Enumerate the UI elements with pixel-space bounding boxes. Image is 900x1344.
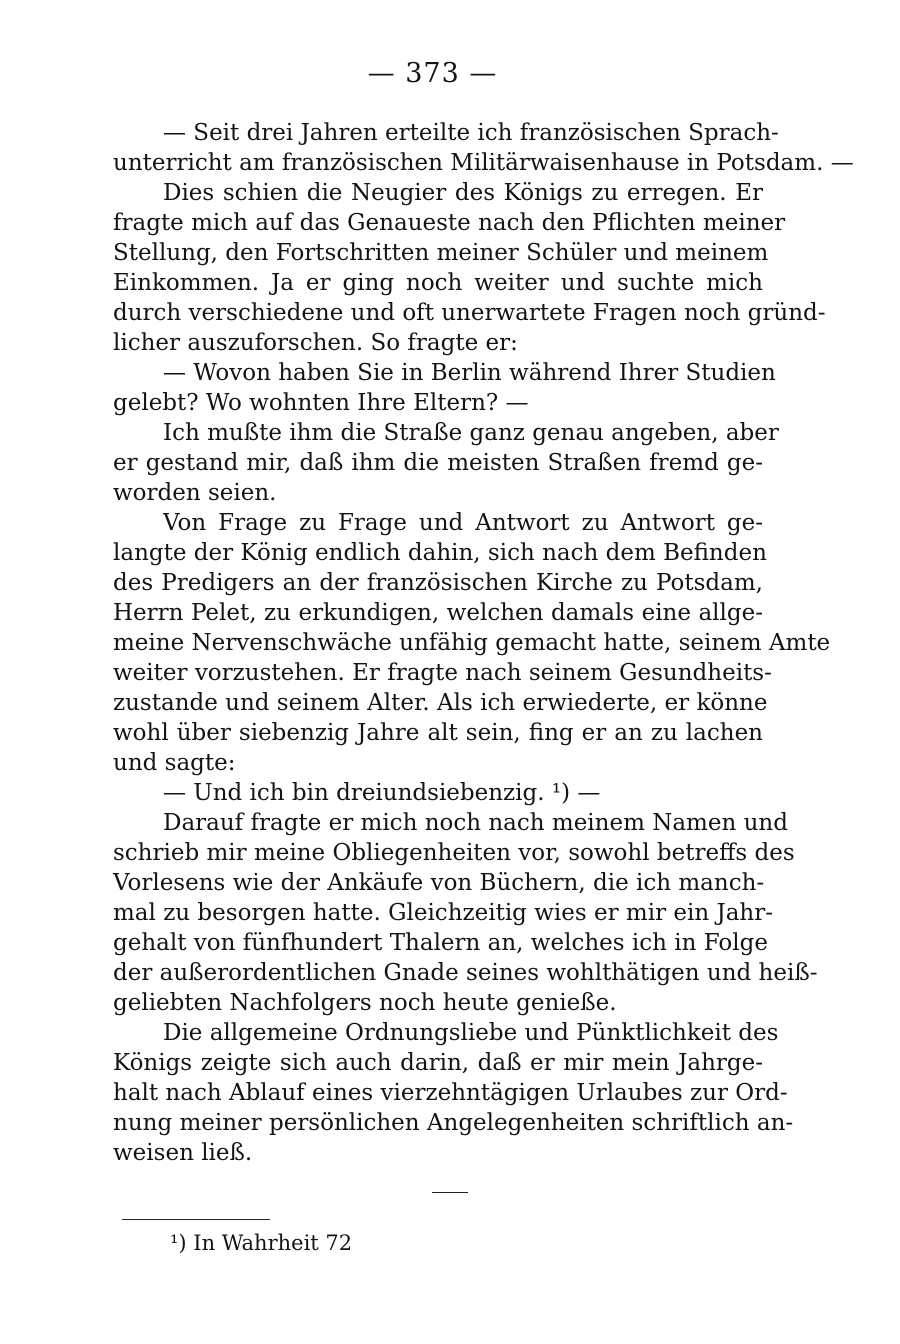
text-line: — Und ich bin dreiundsiebenzig. ¹) — [163, 780, 601, 806]
text-line: des Predigers an der französischen Kirche zu Potsdam, [113, 570, 763, 596]
text-line: geliebten Nachfolgers noch heute genieße. [113, 990, 617, 1016]
text-line: der außerordentlichen Gnade seines wohlthätigen und heiß- [113, 960, 818, 986]
text-line: — Seit drei Jahren erteilte ich französischen Sprach- [163, 120, 779, 146]
footnote-rule [122, 1219, 270, 1220]
text-line: er gestand mir, daß ihm die meisten Straßen fremd ge- [113, 450, 763, 476]
text-line: Dies schien die Neugier des Königs zu erregen. Er [163, 180, 763, 206]
text-line: Darauf fragte er mich noch nach meinem Namen und [163, 810, 788, 836]
text-line: schrieb mir meine Obliegenheiten vor, sowohl betreffs des [113, 840, 795, 866]
text-line: durch verschiedene und oft unerwartete Fragen noch gründ- [113, 300, 826, 326]
body-text [113, 118, 854, 1168]
text-line: Herrn Pelet, zu erkundigen, welchen damals eine allge- [113, 600, 763, 626]
text-line: Einkommen. Ja er ging noch weiter und suchte mich [113, 270, 763, 296]
text-line: Königs zeigte sich auch darin, daß er mir mein Jahrge- [113, 1050, 763, 1076]
text-line: — Wovon haben Sie in Berlin während Ihrer Studien [163, 360, 776, 386]
footnote: ¹) In Wahrheit 72 [170, 1231, 353, 1255]
text-line: fragte mich auf das Genaueste nach den Pflichten meiner [113, 210, 786, 236]
text-line: worden seien. [113, 480, 277, 506]
section-end-rule [432, 1192, 468, 1193]
text-line: Vorlesens wie der Ankäufe von Büchern, die ich manch- [113, 870, 765, 896]
text-line: weiter vorzustehen. Er fragte nach seinem Gesundheits- [113, 660, 772, 686]
text-line: halt nach Ablauf eines vierzehntägigen Urlaubes zur Ord- [113, 1080, 788, 1106]
text-line: weisen ließ. [113, 1140, 253, 1166]
page-number: — 373 — [367, 58, 498, 89]
text-line: Die allgemeine Ordnungsliebe und Pünktlichkeit des [163, 1020, 779, 1046]
text-line: meine Nervenschwäche unfähig gemacht hatte, seinem Amte [113, 630, 831, 656]
text-line: Ich mußte ihm die Straße ganz genau angeben, aber [163, 420, 779, 446]
text-line: unterricht am französischen Militärwaisenhause in Potsdam. — [113, 150, 854, 176]
text-line: mal zu besorgen hatte. Gleichzeitig wies er mir ein Jahr- [113, 900, 773, 926]
text-line: nung meiner persönlichen Angelegenheiten schriftlich an- [113, 1110, 794, 1136]
text-line: wohl über siebenzig Jahre alt sein, fing er an zu lachen [113, 720, 763, 746]
text-line: gelebt? Wo wohnten Ihre Eltern? — [113, 390, 529, 416]
text-line: Stellung, den Fortschritten meiner Schüler und meinem [113, 240, 769, 266]
text-line: licher auszuforschen. So fragte er: [113, 330, 518, 356]
text-line: zustande und seinem Alter. Als ich erwiederte, er könne [113, 690, 768, 716]
text-line: langte der König endlich dahin, sich nach dem Befinden [113, 540, 767, 566]
text-line: Von Frage zu Frage und Antwort zu Antwort ge- [163, 510, 763, 536]
text-line: gehalt von fünfhundert Thalern an, welches ich in Folge [113, 930, 768, 956]
text-line: und sagte: [113, 750, 236, 776]
